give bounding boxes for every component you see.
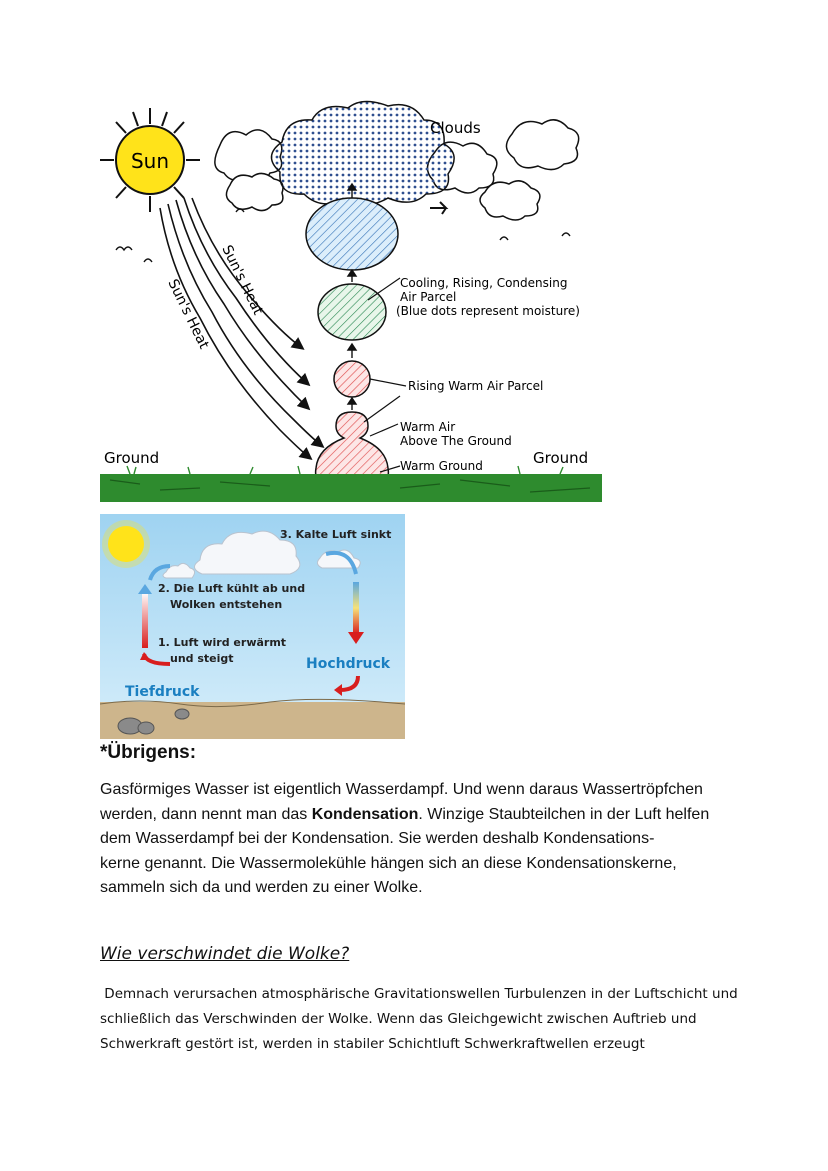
parcel-label-line3: (Blue dots represent moisture)	[396, 304, 580, 318]
grass-strip	[100, 474, 602, 502]
ground-right-label: Ground	[533, 449, 589, 467]
plane-icon	[430, 202, 446, 214]
para1-after: . Winzige Staubteilchen in der Luft helfen dem Wasserdampf bei der Kondensation. Sie werden deshalb Kondensations-	[100, 805, 710, 847]
condensing-parcel-green	[318, 284, 386, 340]
step3-label: 3. Kalte Luft sinkt	[280, 528, 392, 541]
parcel-label-line2: Air Parcel	[400, 290, 457, 304]
step1-line1: 1. Luft wird erwärmt	[158, 636, 287, 649]
para1-before: Gasförmiges Wasser ist eigentlich Wasserdampf. Und wenn daraus Wassertröpfchen werden, dann nennt man das	[100, 781, 703, 823]
warm-air-line1: Warm Air	[400, 420, 456, 434]
para1-line2: kerne genannt. Die Wassermolekühle hängen sich an diese Kondensationskerne, sammeln sich da und werden zu einer Wolke.	[100, 854, 677, 896]
disappearance-paragraph	[100, 982, 740, 1057]
para2-text: Demnach verursachen atmosphärische Gravitationswellen Turbulenzen in der Luftschicht und schließlich das Verschwinden der Wolke. Wenn das Gleichgewicht zwischen Auftrieb und Schwerkraft gestört ist, werden in stabiler Schichtluft Schwerkraftwellen erzeugt	[100, 986, 742, 1052]
note-heading: *Übrigens:	[100, 742, 197, 763]
step2-line2: Wolken entstehen	[170, 598, 283, 611]
sun-label: Sun	[130, 149, 170, 173]
ground-left-label: Ground	[104, 449, 160, 467]
low-pressure-label: Tiefdruck	[125, 684, 200, 700]
sinking-arrow-shaft	[353, 582, 359, 634]
heat-label-2: Sun's Heat	[218, 242, 266, 318]
rising-parcel	[334, 361, 370, 397]
heat-arrows	[160, 198, 322, 458]
high-pressure-label: Hochdruck	[306, 656, 391, 672]
clouds-label: Clouds	[430, 119, 481, 137]
convection-diagram	[100, 100, 602, 502]
kondensation-term: Kondensation	[311, 805, 419, 823]
pressure-cycle-diagram	[100, 514, 405, 739]
rising-arrow-shaft	[142, 592, 148, 648]
step2-line1: 2. Die Luft kühlt ab und	[158, 582, 306, 595]
condensing-parcel-blue	[306, 198, 398, 270]
rising-label: Rising Warm Air Parcel	[408, 379, 544, 393]
sun-icon	[102, 520, 150, 568]
parcel-label-line1: Cooling, Rising, Condensing	[400, 276, 568, 290]
condensation-paragraph	[100, 778, 740, 901]
heat-label-1: Sun's Heat	[164, 276, 212, 352]
warm-air-line2: Above The Ground	[400, 434, 512, 448]
step1-line2: und steigt	[170, 652, 234, 665]
warm-ground-parcel	[316, 412, 389, 482]
main-cloud-icon	[271, 101, 454, 204]
warm-ground-label: Warm Ground	[400, 459, 483, 473]
section-subheading: Wie verschwindet die Wolke?	[100, 944, 350, 964]
